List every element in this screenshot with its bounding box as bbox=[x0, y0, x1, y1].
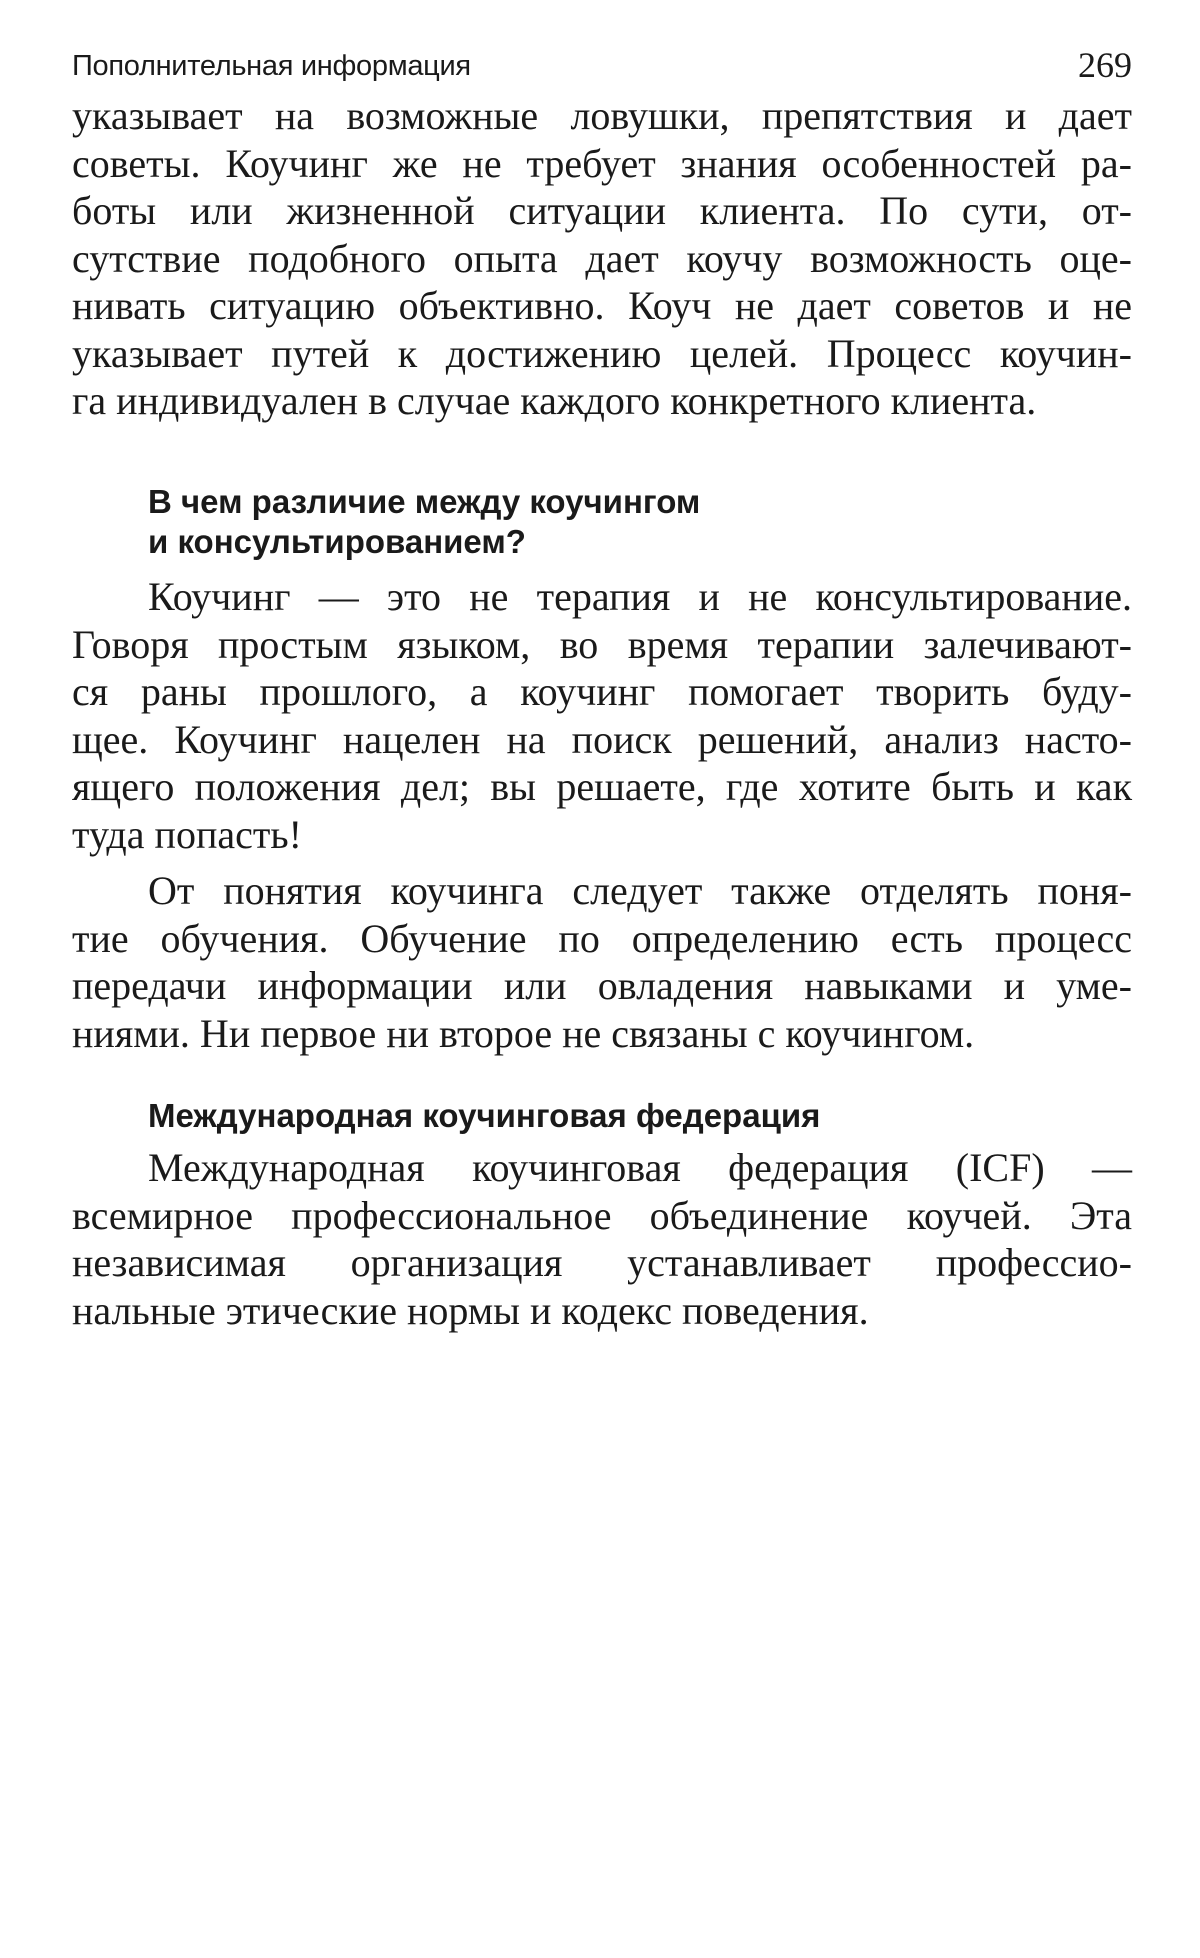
heading-line: и консультированием? bbox=[148, 523, 526, 560]
heading-line: Международная коучинговая федерация bbox=[148, 1097, 821, 1134]
text-line: нальные этические нормы и кодекс поведения. bbox=[72, 1287, 869, 1333]
text-line: нивать ситуацию объективно. Коуч не дает советов и не bbox=[72, 283, 1132, 328]
text-line: боты или жизненной ситуации клиента. По сути, от- bbox=[72, 188, 1132, 233]
heading-line: В чем различие между коучингом bbox=[148, 483, 701, 520]
text-line: Говоря простым языком, во время терапии залечивают- bbox=[72, 621, 1132, 667]
text-line: ниями. Ни первое ни второе не связаны с коучингом. bbox=[72, 1010, 975, 1056]
text-line: га индивидуален в случае каждого конкретного клиента. bbox=[72, 378, 1037, 423]
paragraph-continuation bbox=[72, 92, 1132, 425]
text-line: передачи информации или овладения навыками и уме- bbox=[72, 963, 1132, 1008]
paragraph bbox=[72, 573, 1132, 858]
text-line: тие обучения. Обучение по определению есть процесс bbox=[72, 915, 1132, 961]
paragraph bbox=[72, 867, 1132, 1057]
text-line: всемирное профессиональное объединение коучей. Эта bbox=[72, 1192, 1132, 1238]
text-line: указывает путей к достижению целей. Процесс коучин- bbox=[72, 330, 1132, 376]
paragraph bbox=[72, 1144, 1132, 1334]
text-line: Международная коучинговая федерация (ICF) — bbox=[148, 1145, 1132, 1190]
running-title: Пополнительная информация bbox=[72, 50, 471, 82]
running-header bbox=[72, 44, 1132, 94]
text-line: щее. Коучинг нацелен на поиск решений, анализ насто- bbox=[72, 716, 1132, 762]
page-number: 269 bbox=[1078, 45, 1132, 85]
text-line: независимая организация устанавливает профессио- bbox=[72, 1240, 1132, 1285]
text-line: указывает на возможные ловушки, препятствия и дает bbox=[72, 93, 1132, 138]
text-line: советы. Коучинг же не требует знания особенностей ра- bbox=[72, 140, 1132, 186]
text-line: ящего положения дел; вы решаете, где хотите быть и как bbox=[72, 764, 1132, 809]
text-line: От понятия коучинга следует также отделять поня- bbox=[148, 868, 1132, 913]
text-line: Коучинг — это не терапия и не консультирование. bbox=[148, 574, 1132, 619]
section-heading bbox=[148, 1096, 820, 1136]
text-line: ся раны прошлого, а коучинг помогает творить буду- bbox=[72, 669, 1132, 714]
text-line: сутствие подобного опыта дает коучу возможность оце- bbox=[72, 235, 1132, 281]
section-heading bbox=[148, 482, 700, 562]
text-line: туда попасть! bbox=[72, 811, 302, 857]
